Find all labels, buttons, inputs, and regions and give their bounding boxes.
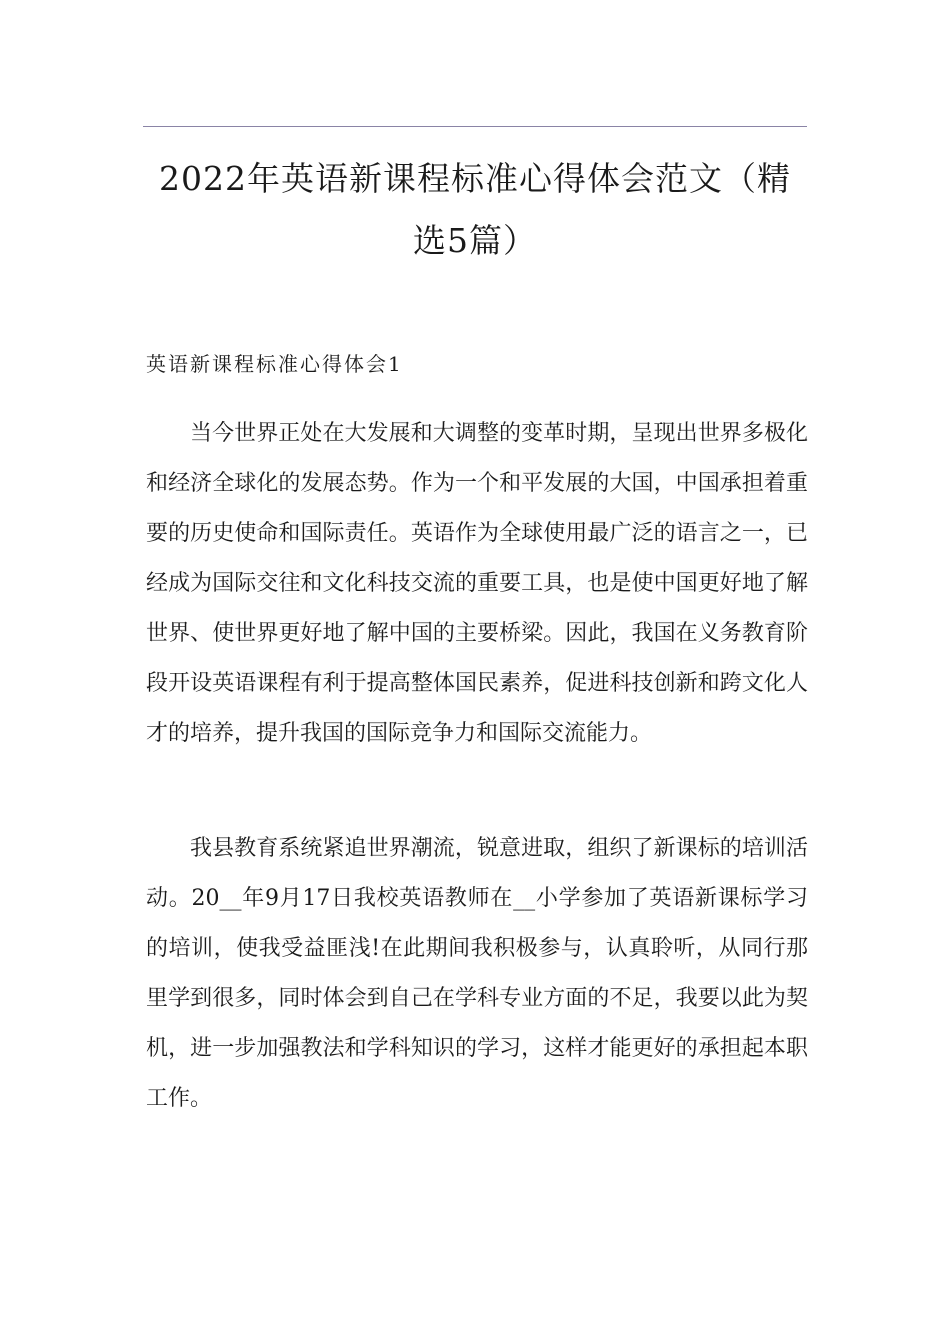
body-paragraph-1: 当今世界正处在大发展和大调整的变革时期，呈现出世界多极化和经济全球化的发展态势。作为一个和平发展的大国，中国承担着重要的历史使命和国际责任。英语作为全球使用最广泛的语言之一，已经成为国际交往和文化科技交流的重要工具，也是使中国更好地了解世界、使世界更好地了解中国的主要桥梁。因此，我国在义务教育阶段开设英语课程有利于提高整体国民素养，促进科技创新和跨文化人才的培养，提升我国的国际竞争力和国际交流能力。 xyxy=(146,421,808,746)
section-heading: 英语新课程标准心得体会1 xyxy=(146,352,403,376)
document-title: 2022年英语新课程标准心得体会范文（精选5篇） xyxy=(159,159,791,260)
header-divider xyxy=(143,126,807,127)
body-paragraph-2: 我县教育系统紧追世界潮流，锐意进取，组织了新课标的培训活动。20__年9月17日我校英语教师在__小学参加了英语新课标学习的培训，使我受益匪浅!在此期间我积极参与，认真聆听，从同行那里学到很多，同时体会到自己在学科专业方面的不足，我要以此为契机，进一步加强教法和学科知识的学习，这样才能更好的承担起本职工作。 xyxy=(146,836,808,1111)
